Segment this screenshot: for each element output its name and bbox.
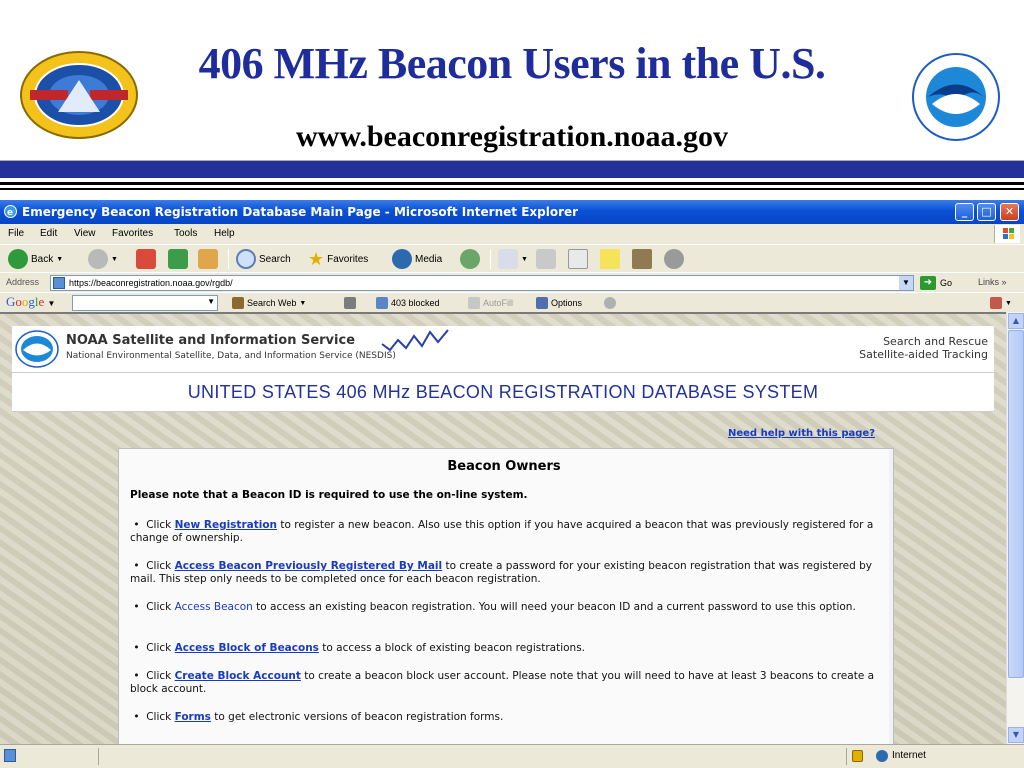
svg-text:e: e (7, 208, 14, 218)
slide-title: 406 MHz Beacon Users in the U.S. (198, 39, 826, 88)
options-icon (536, 297, 548, 309)
beacon-id-note: Please note that a Beacon ID is required to use the on-line system. (130, 489, 528, 501)
status-bar (0, 744, 1024, 768)
panel-body (119, 449, 889, 744)
menu-file[interactable]: File (8, 228, 25, 239)
mail-icon (498, 249, 518, 269)
option-text: to create a password for your existing beacon registration that was registered by mail. This step only needs to be completed once for each beacon registration. (130, 560, 873, 585)
options-label: Options (551, 298, 583, 308)
panel-title: Beacon Owners (447, 459, 561, 474)
option-prefix: Click (146, 601, 172, 613)
autofill-label: AutoFill (483, 298, 514, 308)
option-create-block: • Click Create Block Account to create a beacon block user account. Please note that you will need to have at least 3 beacons to create a block account. (130, 670, 875, 695)
access-by-mail-link[interactable]: Access Beacon Previously Registered By Mail (174, 560, 443, 572)
option-prefix: Click (146, 560, 172, 572)
search-web-label: Search Web (247, 298, 297, 308)
favorites-button[interactable] (308, 248, 368, 270)
news-icon (344, 297, 356, 309)
search-web-button[interactable]: Search Web ▼ (232, 297, 306, 309)
messenger-button[interactable] (664, 248, 684, 270)
satellite-wave-icon (380, 328, 450, 352)
go-button[interactable] (920, 276, 952, 290)
beacon-owners-panel (118, 448, 894, 744)
history-button[interactable] (460, 248, 480, 270)
page-status-icon (4, 749, 16, 762)
noaa-logo (910, 52, 1002, 142)
access-beacon-link[interactable]: Access Beacon (174, 601, 253, 613)
address-value: https://beaconregistration.noaa.gov/rgdb/ (69, 278, 233, 288)
sar-line2: Satellite-aided Tracking (859, 348, 988, 361)
option-text: to access a block of existing beacon registrations. (322, 642, 586, 654)
database-banner (12, 372, 994, 412)
option-prefix: Click (146, 642, 172, 654)
links-label[interactable]: Links » (978, 277, 1007, 287)
translate-button[interactable]: ▼ (990, 297, 1012, 309)
print-button[interactable] (536, 248, 556, 270)
print-icon (536, 249, 556, 269)
edit-button[interactable] (568, 248, 588, 270)
home-icon (198, 249, 218, 269)
create-block-account-link[interactable]: Create Block Account (174, 670, 301, 682)
media-label: Media (415, 253, 443, 265)
note-icon (600, 249, 620, 269)
address-bar (0, 272, 1024, 292)
discuss-button[interactable] (600, 248, 620, 270)
google-search-input[interactable] (72, 295, 218, 311)
messenger-icon (664, 249, 684, 269)
menu-edit[interactable]: Edit (40, 228, 58, 239)
go-label: Go (940, 278, 953, 288)
home-button[interactable] (198, 248, 218, 270)
history-icon (460, 249, 480, 269)
address-input[interactable] (50, 275, 914, 291)
popup-blocker-button[interactable] (376, 297, 440, 309)
toolbar-separator (490, 249, 491, 269)
back-button[interactable]: Back ▼ (8, 248, 63, 270)
scrollbar-thumb[interactable] (1008, 330, 1024, 678)
sar-line1: Search and Rescue (883, 335, 988, 348)
autofill-button[interactable] (468, 297, 513, 309)
vertical-scrollbar[interactable] (1006, 312, 1024, 744)
highlight-button[interactable] (604, 297, 616, 309)
status-divider (98, 748, 99, 765)
blocked-label: 403 blocked (391, 298, 440, 308)
forms-link[interactable]: Forms (174, 711, 211, 723)
popup-blocker-icon (376, 297, 388, 309)
scroll-up-icon[interactable]: ▲ (1008, 313, 1024, 329)
status-divider (846, 748, 847, 765)
research-button[interactable] (632, 248, 652, 270)
option-new-registration: • Click New Registration to register a new beacon. Also use this option if you have acquired a beacon that was previously registered for a change of ownership. (130, 519, 874, 544)
menu-favorites[interactable]: Favorites (112, 228, 154, 239)
research-icon (632, 249, 652, 269)
stop-button[interactable] (136, 248, 156, 270)
noaa-logo (14, 329, 60, 369)
google-dropdown-icon[interactable]: ▼ (207, 297, 215, 306)
option-prefix: Click (146, 670, 172, 682)
binoculars-icon (232, 297, 244, 309)
option-text: to get electronic versions of beacon registration forms. (214, 711, 504, 723)
lock-icon (852, 750, 863, 762)
edit-icon (568, 249, 588, 269)
ie-icon (3, 204, 18, 219)
maximize-button[interactable]: □ (977, 203, 996, 221)
refresh-button[interactable] (168, 248, 188, 270)
option-prefix: Click (146, 711, 172, 723)
browser-window (0, 200, 1024, 768)
minimize-button[interactable]: _ (955, 203, 974, 221)
option-access-by-mail: • Click Access Beacon Previously Registered By Mail to create a password for your existing beacon registration that was registered by mail. This step only needs to be completed once for each beacon registration. (130, 560, 873, 585)
options-button[interactable] (536, 297, 582, 309)
option-text: to register a new beacon. Also use this option if you have acquired a beacon that was previously registered for a change of ownership. (130, 519, 874, 544)
forward-arrow-icon (88, 249, 108, 269)
security-zone: Internet (892, 750, 926, 761)
back-label: Back (31, 253, 54, 265)
noaa-banner (12, 326, 994, 372)
google-logo[interactable]: Google ▼ (6, 294, 56, 309)
google-toolbar (0, 292, 1024, 312)
news-button[interactable] (344, 297, 356, 309)
autofill-icon (468, 297, 480, 309)
go-arrow-icon: ➜ (920, 276, 936, 290)
slide-header (0, 0, 1024, 160)
windows-flag-icon (994, 225, 1020, 243)
option-access-block: • Click Access Block of Beacons to access a block of existing beacon registrations. (130, 642, 586, 654)
help-link[interactable]: Need help with this page? (728, 428, 875, 439)
close-button[interactable]: ✕ (1000, 203, 1019, 221)
header-rule-blue (0, 160, 1024, 178)
links-text: Links (978, 277, 1000, 287)
search-icon (236, 249, 256, 269)
new-registration-link[interactable]: New Registration (174, 519, 278, 531)
menu-view[interactable]: View (74, 228, 96, 239)
forward-button[interactable]: ▼ (88, 248, 118, 270)
address-label: Address (6, 277, 40, 287)
pencil-icon (604, 297, 616, 309)
option-prefix: Click (146, 519, 172, 531)
globe-icon (876, 750, 888, 762)
slide-url: www.beaconregistration.noaa.gov (296, 120, 728, 153)
option-text: to create a beacon block user account. Please note that you will need to have at least 3 beacons to create a block account. (130, 670, 875, 695)
option-text: to access an existing beacon registration. You will need your beacon ID and a current password to use this option. (256, 601, 856, 613)
translate-icon (990, 297, 1002, 309)
search-label: Search (259, 253, 291, 265)
menu-tools[interactable]: Tools (174, 228, 198, 239)
stop-icon (136, 249, 156, 269)
mail-button[interactable]: ▼ (498, 248, 528, 270)
window-title-bar[interactable] (0, 200, 1024, 224)
back-arrow-icon (8, 249, 28, 269)
noaa-service-name: NOAA Satellite and Information Service (66, 333, 356, 348)
menu-bar (0, 224, 1024, 244)
page-icon (53, 277, 65, 289)
option-forms: • Click Forms to get electronic versions of beacon registration forms. (130, 711, 504, 723)
header-rule (0, 182, 1024, 185)
refresh-icon (168, 249, 188, 269)
address-dropdown-icon[interactable]: ▼ (899, 276, 913, 290)
option-access-beacon: • Click Access Beacon to access an existing beacon registration. You will need your beacon ID and a current password to use this option. (130, 601, 856, 613)
menu-help[interactable]: Help (214, 228, 235, 239)
nesdis-name: National Environmental Satellite, Data, and Information Service (NESDIS) (66, 351, 396, 361)
web-page (0, 312, 1006, 744)
access-block-link[interactable]: Access Block of Beacons (174, 642, 319, 654)
scroll-down-icon[interactable]: ▼ (1008, 727, 1024, 743)
star-icon: ★ (308, 249, 325, 269)
toolbar-separator (228, 249, 229, 269)
header-rule-thin (0, 188, 1024, 190)
standard-toolbar (0, 244, 1024, 272)
media-icon (392, 249, 412, 269)
favorites-label: Favorites (327, 253, 369, 265)
window-title: Emergency Beacon Registration Database Main Page - Microsoft Internet Explorer (22, 205, 579, 219)
search-button[interactable] (236, 248, 291, 270)
media-button[interactable] (392, 248, 442, 270)
database-title: UNITED STATES 406 MHz BEACON REGISTRATION DATABASE SYSTEM (187, 382, 819, 402)
